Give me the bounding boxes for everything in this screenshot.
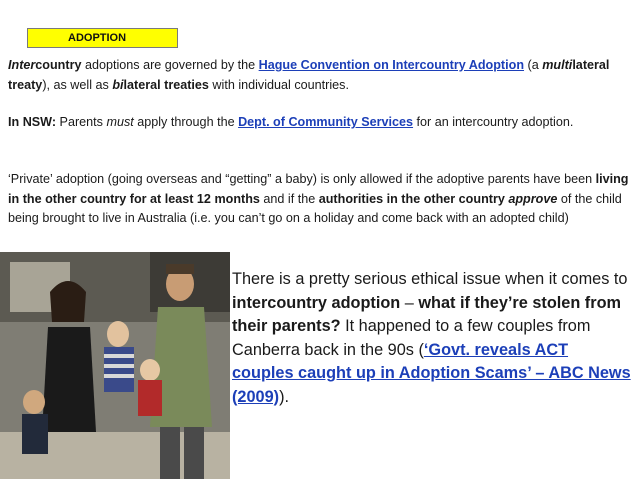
term-lateral-treaty: lateral treaty [8, 58, 610, 92]
ethics-callout [232, 268, 632, 409]
emphasis-residency: living in the other country for at least 12 months [8, 172, 629, 206]
paragraph-intercountry [8, 56, 632, 95]
text: ). [279, 387, 290, 406]
text: ‘Private’ adoption (going overseas and “getting” a baby) is only allowed if the adoptive parents have been [8, 172, 596, 186]
text: for an intercountry adoption. [413, 115, 574, 129]
text: There is a pretty serious ethical issue when it comes to [232, 270, 628, 288]
hague-convention-link[interactable]: Hague Convention on Intercountry Adoption [258, 58, 525, 72]
text: apply through the [133, 115, 239, 129]
emphasis-intercountry-adoption: intercountry adoption [232, 293, 401, 312]
term-bi: bi [112, 77, 124, 92]
text: of the child being brought to live in Australia (i.e. you can’t go on a holiday and come back with an adopted child) [8, 191, 622, 226]
emphasis-approve: approve [508, 191, 558, 206]
text: It happened to a few couples from Canberra back in the 90s ( [232, 317, 591, 359]
community-services-link[interactable]: Dept. of Community Services [238, 115, 414, 129]
term-multi: multi [542, 58, 573, 72]
emphasis-authorities: authorities in the other country [318, 191, 505, 206]
emphasis-stolen-question: what if they’re stolen from their parents? [232, 293, 621, 335]
text: Parents [56, 115, 107, 129]
section-badge: ADOPTION [27, 28, 178, 48]
text: (a [524, 58, 543, 72]
family-photo [0, 252, 230, 479]
emphasis-must: must [106, 115, 134, 129]
term-country: country [35, 58, 82, 72]
text: with individual countries. [208, 77, 349, 92]
text: adoptions are governed by the [81, 58, 259, 72]
term-inter: Inter [8, 58, 36, 72]
paragraph-nsw [8, 113, 632, 133]
term-lateral-treaties: lateral treaties [123, 77, 209, 92]
nsw-label: In NSW: [8, 115, 57, 129]
abc-news-link[interactable]: ‘Govt. reveals ACT couples caught up in Adoption Scams’ – ABC News (2009) [232, 340, 631, 406]
text: and if the [259, 191, 319, 206]
paragraph-private-adoption [8, 170, 632, 229]
text: ), as well as [42, 77, 113, 92]
text: – [400, 293, 419, 312]
family-photo-illustration [0, 252, 230, 479]
